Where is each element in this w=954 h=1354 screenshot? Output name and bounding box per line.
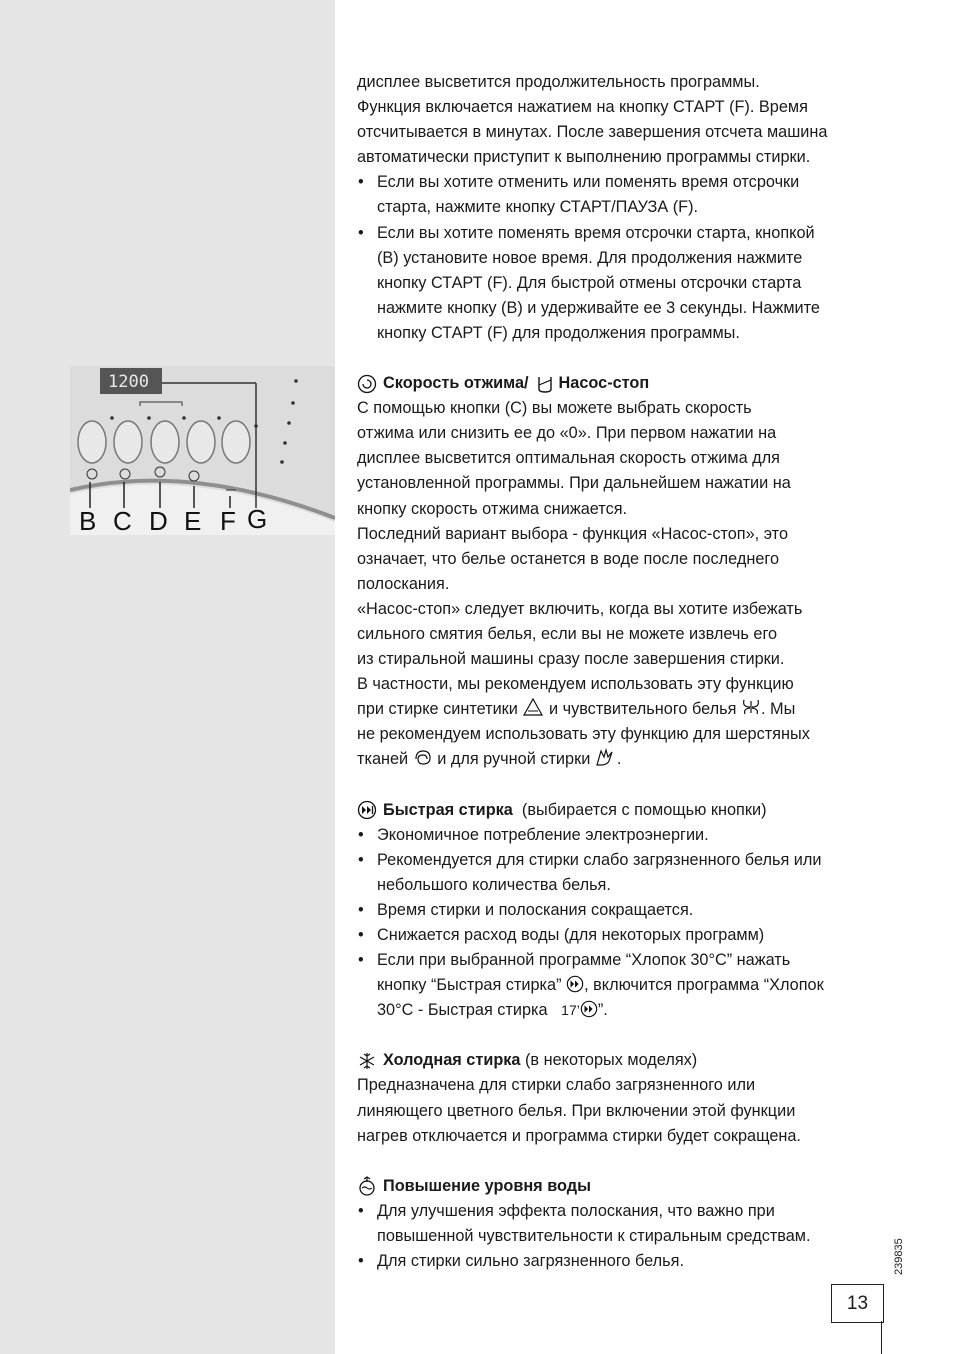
bullet-line: • Рекомендуется для стирки слабо загрязненного белья или <box>377 850 822 869</box>
bullet-line: • Если при выбранной программе “Хлопок 30°C” нажать <box>377 951 791 970</box>
bullet-line: небольшого количества белья. <box>377 875 611 894</box>
spin-line: дисплее высветится оптимальная скорость отжима для <box>357 449 780 468</box>
bullet-line: • Для улучшения эффекта полоскания, что важно при <box>377 1201 775 1220</box>
spin-line: В частности, мы рекомендуем использовать эту функцию <box>357 675 794 694</box>
bullet-item <box>357 1199 897 1249</box>
page-number: 13 <box>831 1284 884 1323</box>
spin-line: кнопку скорость отжима снижается. <box>357 499 628 518</box>
spin-heading <box>357 371 897 396</box>
bullet-item <box>357 948 897 1023</box>
spin-text: . <box>616 750 622 769</box>
bullet-line: • Если вы хотите поменять время отсрочки старта, кнопкой <box>377 223 815 242</box>
bullet-line: кнопку СТАРТ (F). Для быстрой отмены отсрочки старта <box>377 273 802 292</box>
bullet-line: • Экономичное потребление электроэнергии. <box>377 825 709 844</box>
letter-b: B <box>79 506 97 535</box>
spin-line: не рекомендуем использовать эту функцию для шерстяных <box>357 725 810 744</box>
wool-icon <box>413 747 433 767</box>
bullet-line <box>377 998 897 1023</box>
cold-wash-icon <box>357 1051 377 1071</box>
quick-program-mark: 17’ <box>561 1002 580 1019</box>
document-code-text: 239835 <box>893 1238 905 1275</box>
bullet-text: ”. <box>597 1001 608 1020</box>
spin-line: установленной программы. При дальнейшем нажатии на <box>357 474 791 493</box>
spin-line: означает, что белье останется в воде после последнего <box>357 549 780 568</box>
letter-g: G <box>247 504 268 534</box>
spin-text: и чувствительного белья <box>548 700 737 719</box>
spin-text: и для ручной стирки <box>437 750 591 769</box>
water-heading <box>357 1174 897 1199</box>
spin-text: тканей <box>357 750 409 769</box>
bullet-item <box>357 221 897 346</box>
cold-line: Предназначена для стирки слабо загрязненного или <box>357 1076 756 1095</box>
quick-wash-icon <box>357 800 377 820</box>
quick-wash-icon <box>566 975 584 993</box>
bullet-line: • Для стирки сильно загрязненного белья. <box>377 1252 684 1271</box>
button-c[interactable] <box>114 421 142 463</box>
bullet-line: • Снижается расход воды (для некоторых программ) <box>377 926 765 944</box>
bullet-item <box>357 848 897 898</box>
hand-wash-icon <box>595 747 617 767</box>
letter-f: F <box>220 506 236 535</box>
spin-line: сильного смятия белья, если вы не можете извлечь его <box>357 624 778 643</box>
intro-line: автоматически приступит к выполнению программы стирки. <box>357 148 811 167</box>
water-title: Повышение уровня воды <box>383 1176 591 1195</box>
button-d[interactable] <box>151 421 179 463</box>
bullet-line: (B) установите новое время. Для продолжения нажмите <box>377 248 803 267</box>
quick-heading <box>357 798 897 823</box>
bullet-text: 30°C - Быстрая стирка <box>377 1001 548 1020</box>
intro-line: Функция включается нажатием на кнопку СТАРТ (F). Время <box>357 98 808 117</box>
document-code <box>888 1232 908 1276</box>
bullet-line: старта, нажмите кнопку СТАРТ/ПАУЗА (F). <box>377 198 699 217</box>
quick-subtitle: (выбирается с помощью кнопки) <box>521 800 767 819</box>
bullet-line: • Если вы хотите отменить или поменять время отсрочки <box>377 173 800 192</box>
panel-display: 1200 <box>108 372 149 392</box>
bullet-line: нажмите кнопку (B) и удерживайте ее 3 секунды. Нажмите <box>377 298 820 317</box>
delicate-icon <box>741 697 761 717</box>
spin-line: Последний вариант выбора - функция «Насос-стоп», это <box>357 524 789 543</box>
button-e[interactable] <box>187 421 215 463</box>
spin-title-b: Насос-стоп <box>558 374 650 393</box>
spin-text: при стирке синтетики <box>357 700 518 719</box>
letter-d: D <box>149 506 168 535</box>
spin-line-icons-2 <box>357 747 897 772</box>
bullet-text: кнопку “Быстрая стирка” <box>377 976 562 995</box>
bullet-item <box>357 898 897 923</box>
main-text <box>357 70 897 1274</box>
left-margin-band <box>0 0 335 1354</box>
water-level-icon <box>357 1176 377 1196</box>
cold-title: Холодная стирка <box>383 1051 521 1070</box>
bullet-line: • Время стирки и полоскания сокращается. <box>377 900 694 919</box>
bullet-line: повышенной чувствительности к стиральным средствам. <box>377 1226 811 1245</box>
spin-text: . Мы <box>760 700 796 719</box>
spin-line: полоскания. <box>357 574 450 593</box>
bullet-item <box>357 1249 897 1274</box>
cold-line: линяющего цветного белья. При включении этой функции <box>357 1101 796 1120</box>
synthetic-icon <box>522 697 544 717</box>
quick-title: Быстрая стирка <box>383 800 513 819</box>
bullet-line <box>377 973 897 998</box>
bullet-text: , включится программа “Хлопок <box>584 976 824 995</box>
spin-line-icons-1 <box>357 697 897 722</box>
spin-icon <box>357 374 377 394</box>
spin-line: С помощью кнопки (С) вы можете выбрать скорость <box>357 399 752 418</box>
bullet-item <box>357 823 897 848</box>
button-b[interactable] <box>78 421 106 463</box>
cold-line: нагрев отключается и программа стирки будет сокращена. <box>357 1126 801 1145</box>
page-number-rule <box>881 1321 882 1354</box>
button-f[interactable] <box>222 421 250 463</box>
bullet-item <box>357 923 897 948</box>
control-panel-illustration <box>70 366 335 535</box>
bullet-line: кнопку СТАРТ (F) для продолжения программы. <box>377 323 740 342</box>
intro-line: дисплее высветится продолжительность программы. <box>357 73 760 91</box>
bullet-item <box>357 170 897 220</box>
cold-subtitle: (в некоторых моделях) <box>525 1051 698 1070</box>
letter-c: C <box>113 506 132 535</box>
pump-stop-icon <box>535 374 555 394</box>
spin-line: отжима или снизить ее до «0». При первом нажатии на <box>357 424 777 443</box>
spin-title-a: Скорость отжима/ <box>383 374 529 393</box>
spin-line: «Насос-стоп» следует включить, когда вы хотите избежать <box>357 599 803 618</box>
cold-heading <box>357 1048 897 1073</box>
quick-wash-icon <box>580 1000 598 1018</box>
spin-line: из стиральной машины сразу после завершения стирки. <box>357 650 785 669</box>
letter-e: E <box>184 506 202 535</box>
intro-line: отсчитывается в минутах. После завершения отсчета машина <box>357 123 828 142</box>
